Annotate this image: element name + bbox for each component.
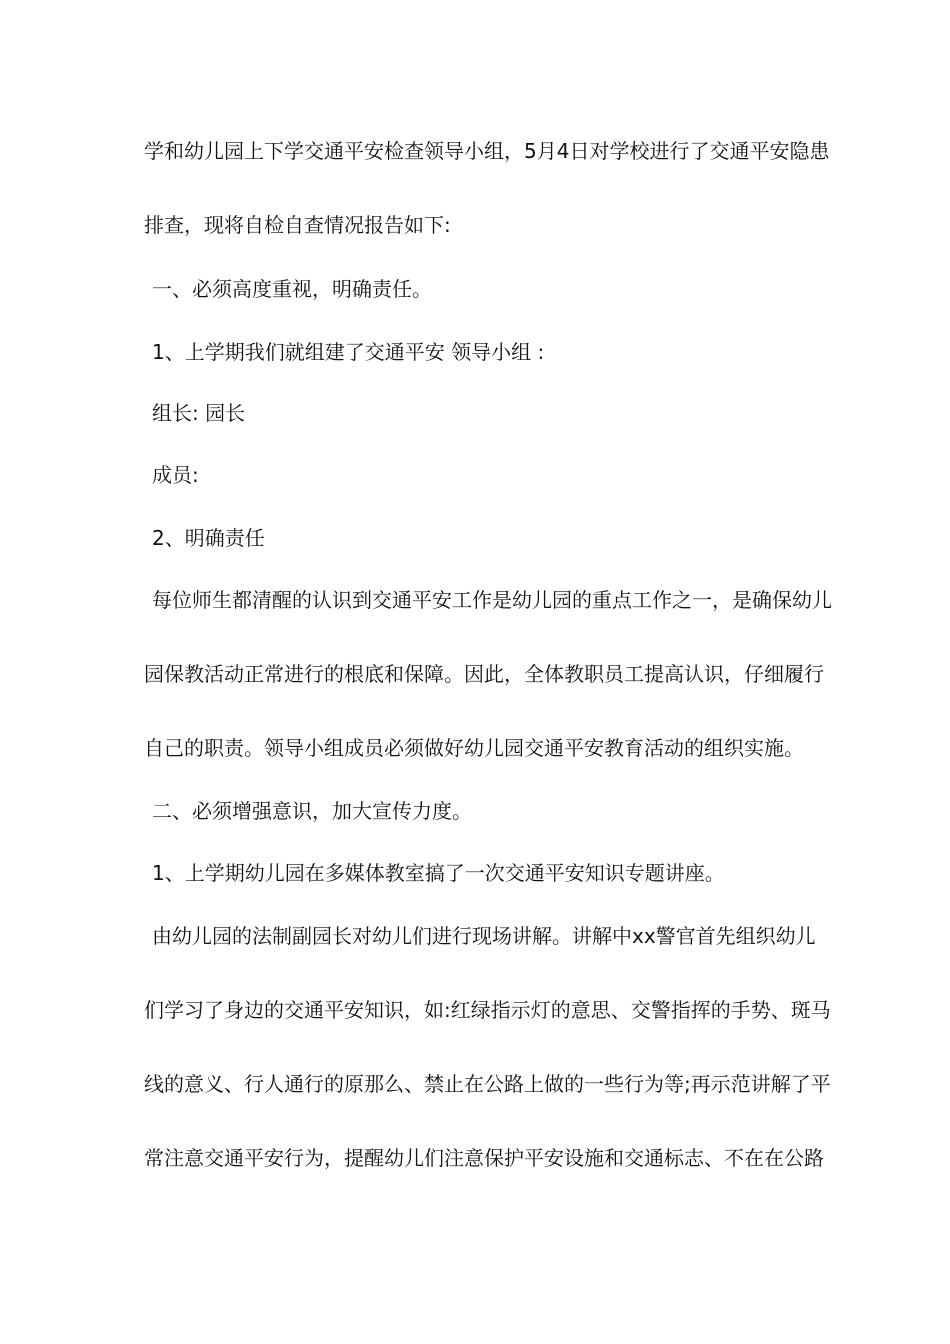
paragraph-line: 常注意交通平安行为，提醒幼儿们注意保护平安设施和交通标志、不在在公路 (144, 1146, 824, 1170)
paragraph-line: 每位师生都清醒的认识到交通平安工作是幼儿园的重点工作之一，是确保幼儿 (152, 588, 832, 612)
section-heading: 一、必须高度重视，明确责任。 (152, 277, 432, 301)
list-item: 1、上学期幼儿园在多媒体教室搞了一次交通平安知识专题讲座。 (152, 861, 725, 885)
paragraph-line: 组长: 园长 (152, 401, 246, 425)
paragraph-line: 们学习了身边的交通平安知识，如:红绿指示灯的意思、交警指挥的手势、斑马 (144, 998, 831, 1022)
paragraph-line: 成员: (152, 463, 199, 487)
paragraph-line: 园保教活动正常进行的根底和保障。因此，全体教职员工提高认识，仔细履行 (144, 662, 824, 686)
section-heading: 二、必须增强意识，加大宣传力度。 (152, 799, 472, 823)
list-item: 2、明确责任 (152, 526, 265, 550)
paragraph-line: 自己的职责。领导小组成员必须做好幼儿园交通平安教育活动的组织实施。 (144, 736, 804, 760)
paragraph-line: 排查，现将自检自查情况报告如下: (144, 213, 451, 237)
paragraph-line: 由幼儿园的法制副园长对幼儿们进行现场讲解。讲解中xx警官首先组织幼儿 (152, 924, 816, 948)
paragraph-line: 线的意义、行人通行的原那么、禁止在公路上做的一些行为等;再示范讲解了平 (144, 1072, 831, 1096)
list-item: 1、上学期我们就组建了交通平安 领导小组 : (152, 340, 545, 364)
paragraph-line: 学和幼儿园上下学交通平安检查领导小组，5月4日对学校进行了交通平安隐患 (144, 139, 830, 163)
